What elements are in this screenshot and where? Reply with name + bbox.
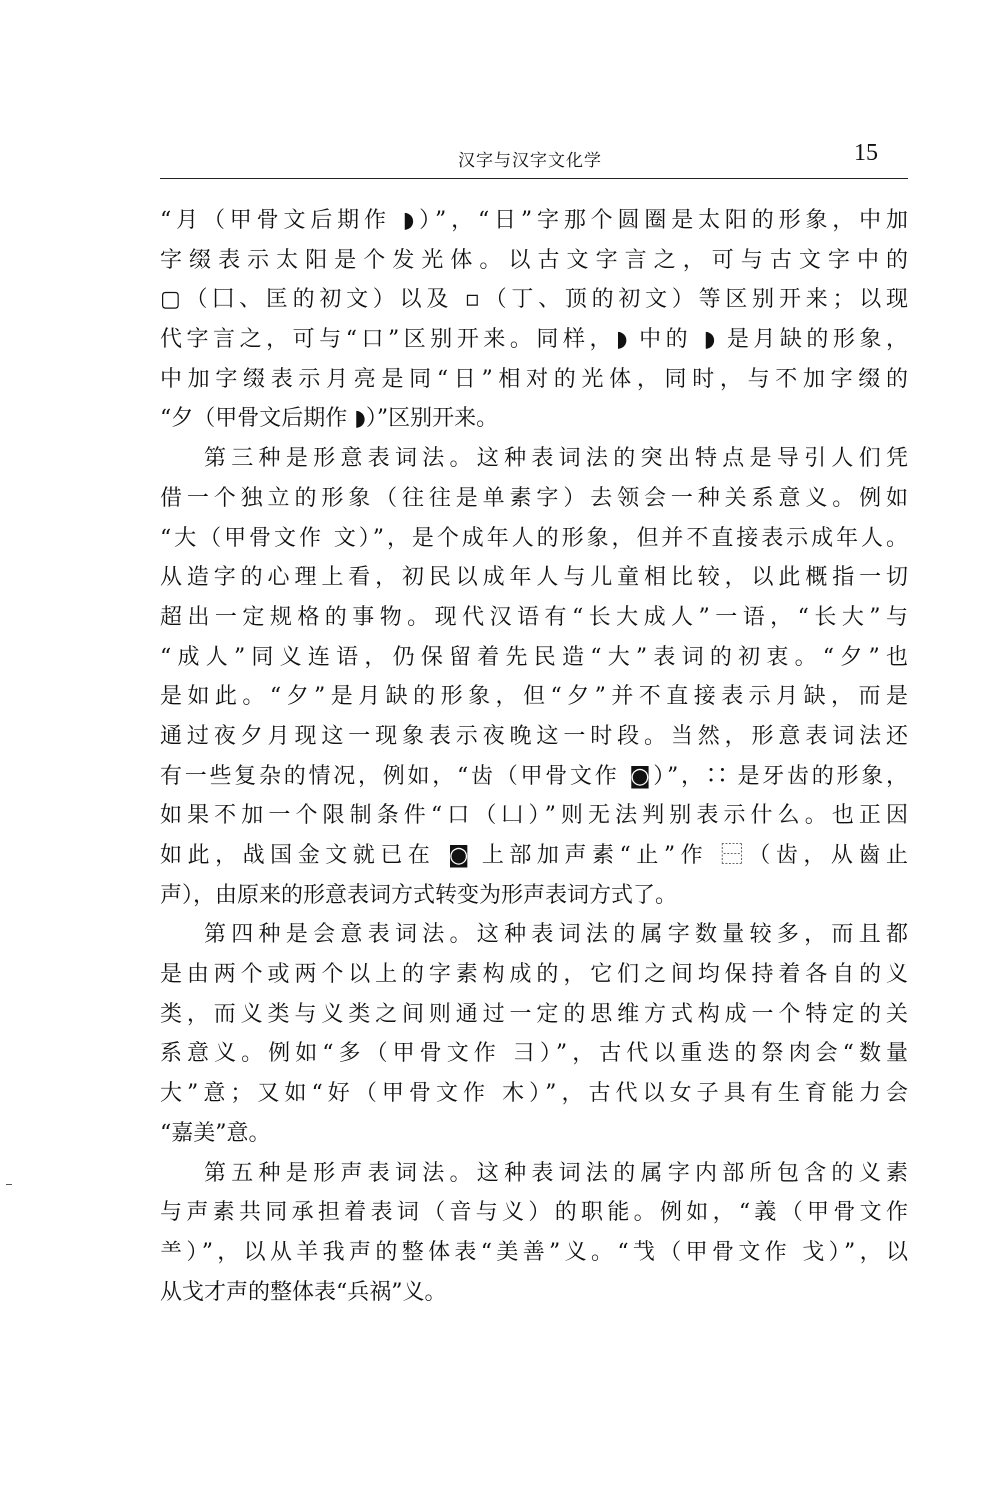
text-line: 代字言之，可与“口”区别开来。同样，◗ 中的 ◗ 是月缺的形象， xyxy=(160,327,908,353)
paragraph-start-line: 第五种是形声表词法。这种表词法的属字内部所包含的义素 xyxy=(204,1160,908,1186)
text-line: 如果不加一个限制条件“口（凵）”则无法判别表示什么。也正因 xyxy=(160,803,908,829)
text-line: 中加字缀表示月亮是同“日”相对的光体，同时，与不加字缀的 xyxy=(160,366,908,392)
text-line: 从造字的心理上看，初民以成年人与儿童相比较，以此概指一切 xyxy=(160,565,908,591)
text-line: 超出一定规格的事物。现代汉语有“长大成人”一语，“长大”与 xyxy=(160,604,908,630)
paragraph-start-line: 第四种是会意表词法。这种表词法的属字数量较多，而且都 xyxy=(204,922,908,948)
text-line: 从戈才声的整体表“兵祸”义。 xyxy=(160,1279,447,1305)
text-line: 如此，战国金文就已在 ◙ 上部加声素“止”作 ⿱（齿，从齒止 xyxy=(160,843,908,868)
text-line: “月（甲骨文后期作 ◗）”，“日”字那个圆圈是太阳的形象，中加 xyxy=(160,208,908,233)
text-line: “成人”同义连语，仍保留着先民造“大”表词的初衷。“夕”也 xyxy=(160,644,908,670)
text-line: “嘉美”意。 xyxy=(160,1120,271,1146)
text-line: 有一些复杂的情况，例如，“齿（甲骨文作 ◙）”，∷ 是牙齿的形象， xyxy=(160,763,908,789)
text-line: 声），由原来的形意表词方式转变为形声表词方式了。 xyxy=(160,882,678,908)
page-number: 15 xyxy=(854,140,878,166)
scan-mark xyxy=(6,1184,12,1185)
text-line: ⺷）”，以从羊我声的整体表“美善”义。“𢦏（甲骨文作 ⼽）”，以 xyxy=(160,1239,908,1265)
text-line: “大（甲骨文作 ⽂）”，是个成年人的形象，但并不直接表示成年人。 xyxy=(160,525,908,551)
text-line: 与声素共同承担着表词（音与义）的职能。例如，“義（甲骨文作 xyxy=(160,1200,908,1226)
running-head xyxy=(160,140,908,176)
text-line: 借一个独立的形象（往往是单素字）去领会一种关系意义。例如 xyxy=(160,485,908,511)
paragraph-start-line: 第三种是形意表词法。这种表词法的突出特点是导引人们凭 xyxy=(204,446,908,472)
text-line: ▢（囗、匡的初文）以及 ▫（丁、顶的初文）等区别开来；以现 xyxy=(160,287,908,313)
text-line: 通过夜夕月现这一现象表示夜晚这一时段。当然，形意表词法还 xyxy=(160,723,908,749)
text-line: 大”意；又如“好（甲骨文作 ⽊）”，古代以女子具有生育能力会 xyxy=(160,1081,908,1107)
text-line: “夕（甲骨文后期作 ◗）”区别开来。 xyxy=(160,406,499,432)
text-line: 是由两个或两个以上的字素构成的，它们之间均保持着各自的义 xyxy=(160,962,908,988)
running-title: 汉字与汉字文化学 xyxy=(458,151,602,171)
body-text xyxy=(160,201,908,1312)
text-line: 系意义。例如“多（甲骨文作 ⺕）”，古代以重迭的祭肉会“数量 xyxy=(160,1041,908,1067)
text-line: 是如此。“夕”是月缺的形象，但“夕”并不直接表示月缺，而是 xyxy=(160,684,908,710)
header-rule xyxy=(160,178,908,179)
text-line: 类，而义类与义类之间则通过一定的思维方式构成一个特定的关 xyxy=(160,1001,908,1027)
text-line: 字缀表示太阳是个发光体。以古文字言之，可与古文字中的 xyxy=(160,247,908,273)
